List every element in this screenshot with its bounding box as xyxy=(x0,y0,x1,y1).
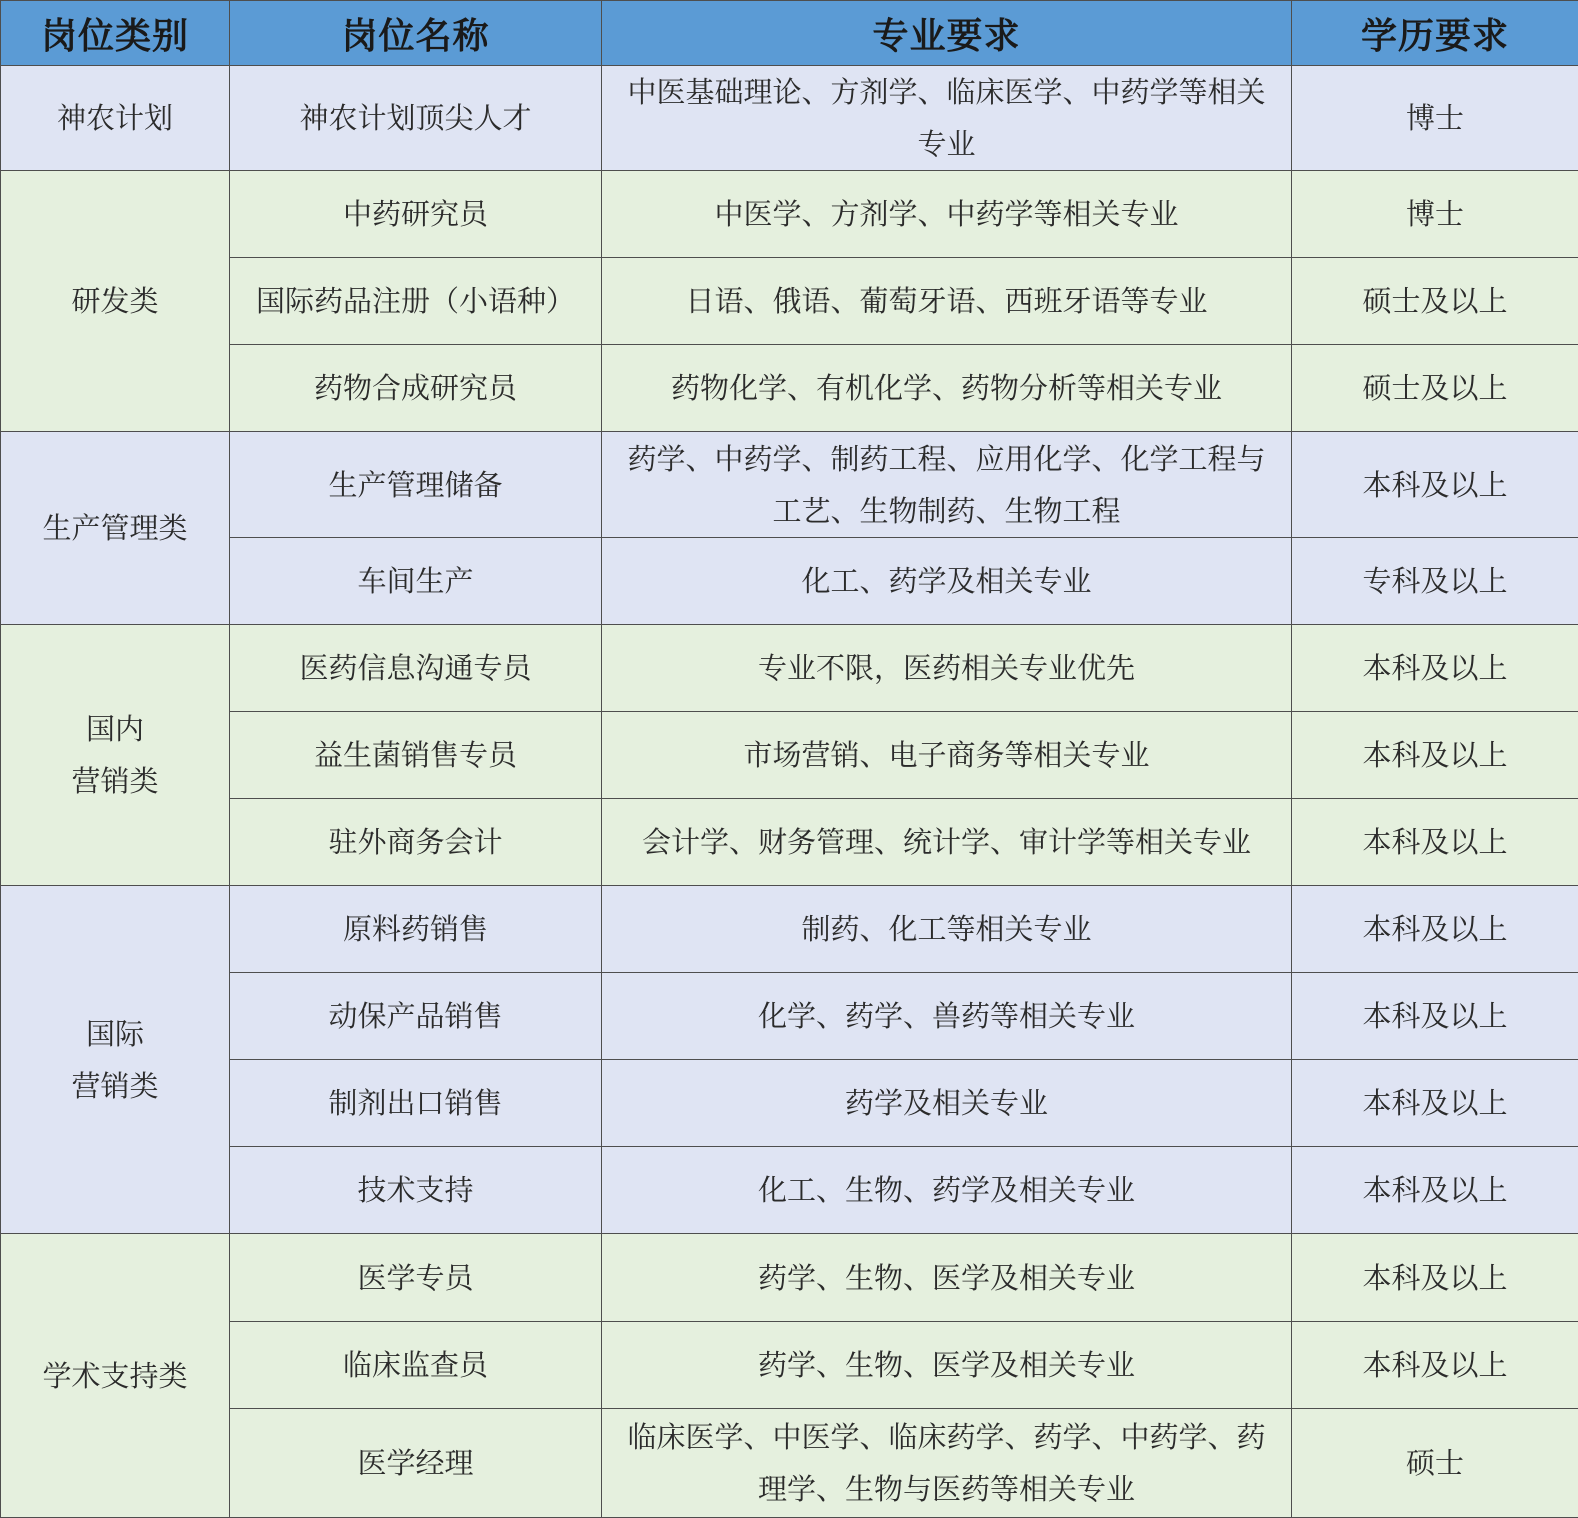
position-name-cell: 临床监查员 xyxy=(230,1321,602,1408)
table-row xyxy=(1,345,1578,432)
major-cell: 日语、俄语、葡萄牙语、西班牙语等专业 xyxy=(602,258,1292,345)
education-cell: 本科及以上 xyxy=(1292,798,1578,885)
education-cell: 博士 xyxy=(1292,66,1578,171)
position-name-cell: 车间生产 xyxy=(230,537,602,624)
table-row xyxy=(1,1060,1578,1147)
major-text: 药学、中药学、制药工程、应用化学、化学工程与工艺、生物制药、生物工程 xyxy=(627,441,1266,528)
category-label: 生产管理类 xyxy=(42,511,188,546)
category-label: 国际 营销类 xyxy=(71,1016,159,1103)
position-name-cell: 神农计划顶尖人才 xyxy=(230,66,602,171)
category-cell xyxy=(1,886,230,1234)
major-text: 临床医学、中医学、临床药学、药学、中药学、药理学、生物与医药等相关专业 xyxy=(627,1419,1266,1506)
category-label: 国内 营销类 xyxy=(71,711,159,798)
table-row xyxy=(1,258,1578,345)
header-major-requirement: 专业要求 xyxy=(602,1,1292,66)
education-cell: 本科及以上 xyxy=(1292,973,1578,1060)
category-cell xyxy=(1,1234,230,1518)
category-cell xyxy=(1,432,230,624)
category-label: 研发类 xyxy=(71,284,159,319)
education-cell: 本科及以上 xyxy=(1292,886,1578,973)
header-category: 岗位类别 xyxy=(1,1,230,66)
category-cell xyxy=(1,171,230,432)
position-name-cell: 药物合成研究员 xyxy=(230,345,602,432)
education-cell: 本科及以上 xyxy=(1292,624,1578,711)
position-name-cell: 益生菌销售专员 xyxy=(230,711,602,798)
table-row xyxy=(1,537,1578,624)
education-cell: 本科及以上 xyxy=(1292,432,1578,537)
major-cell: 专业不限，医药相关专业优先 xyxy=(602,624,1292,711)
education-cell: 本科及以上 xyxy=(1292,1234,1578,1321)
education-cell: 硕士及以上 xyxy=(1292,345,1578,432)
major-cell: 药学、生物、医学及相关专业 xyxy=(602,1234,1292,1321)
table-row xyxy=(1,1408,1578,1517)
major-cell: 会计学、财务管理、统计学、审计学等相关专业 xyxy=(602,798,1292,885)
position-name-cell: 制剂出口销售 xyxy=(230,1060,602,1147)
position-name-cell: 医学专员 xyxy=(230,1234,602,1321)
table-row xyxy=(1,66,1578,171)
category-label: 学术支持类 xyxy=(42,1358,188,1393)
education-cell: 专科及以上 xyxy=(1292,537,1578,624)
major-cell: 化工、生物、药学及相关专业 xyxy=(602,1147,1292,1234)
position-name-cell: 驻外商务会计 xyxy=(230,798,602,885)
position-name-cell: 国际药品注册（小语种） xyxy=(230,258,602,345)
major-cell: 化工、药学及相关专业 xyxy=(602,537,1292,624)
major-text: 中医基础理论、方剂学、临床医学、中药学等相关专业 xyxy=(627,75,1266,162)
table-row xyxy=(1,1234,1578,1321)
education-cell: 本科及以上 xyxy=(1292,1147,1578,1234)
position-name-cell: 技术支持 xyxy=(230,1147,602,1234)
major-cell: 药物化学、有机化学、药物分析等相关专业 xyxy=(602,345,1292,432)
position-name-cell: 生产管理储备 xyxy=(230,432,602,537)
education-cell: 硕士及以上 xyxy=(1292,258,1578,345)
position-name-cell: 中药研究员 xyxy=(230,171,602,258)
major-cell xyxy=(602,432,1292,537)
table-row xyxy=(1,886,1578,973)
education-cell: 博士 xyxy=(1292,171,1578,258)
category-cell xyxy=(1,624,230,885)
table-row xyxy=(1,1321,1578,1408)
major-cell xyxy=(602,1408,1292,1517)
header-position-name: 岗位名称 xyxy=(230,1,602,66)
header-education-requirement: 学历要求 xyxy=(1292,1,1578,66)
major-cell: 药学及相关专业 xyxy=(602,1060,1292,1147)
category-label: 神农计划 xyxy=(56,101,173,136)
table-row xyxy=(1,711,1578,798)
education-cell: 本科及以上 xyxy=(1292,711,1578,798)
major-cell: 化学、药学、兽药等相关专业 xyxy=(602,973,1292,1060)
position-name-cell: 医药信息沟通专员 xyxy=(230,624,602,711)
position-name-cell: 原料药销售 xyxy=(230,886,602,973)
table-row xyxy=(1,624,1578,711)
major-cell: 药学、生物、医学及相关专业 xyxy=(602,1321,1292,1408)
category-cell xyxy=(1,66,230,171)
header-row xyxy=(1,1,1578,66)
position-name-cell: 医学经理 xyxy=(230,1408,602,1517)
major-cell xyxy=(602,66,1292,171)
major-cell: 市场营销、电子商务等相关专业 xyxy=(602,711,1292,798)
major-cell: 中医学、方剂学、中药学等相关专业 xyxy=(602,171,1292,258)
education-cell: 本科及以上 xyxy=(1292,1060,1578,1147)
position-name-cell: 动保产品销售 xyxy=(230,973,602,1060)
table-row xyxy=(1,973,1578,1060)
table-row xyxy=(1,432,1578,537)
table-row xyxy=(1,171,1578,258)
table-row xyxy=(1,798,1578,885)
education-cell: 本科及以上 xyxy=(1292,1321,1578,1408)
major-cell: 制药、化工等相关专业 xyxy=(602,886,1292,973)
education-cell: 硕士 xyxy=(1292,1408,1578,1517)
table-row xyxy=(1,1147,1578,1234)
